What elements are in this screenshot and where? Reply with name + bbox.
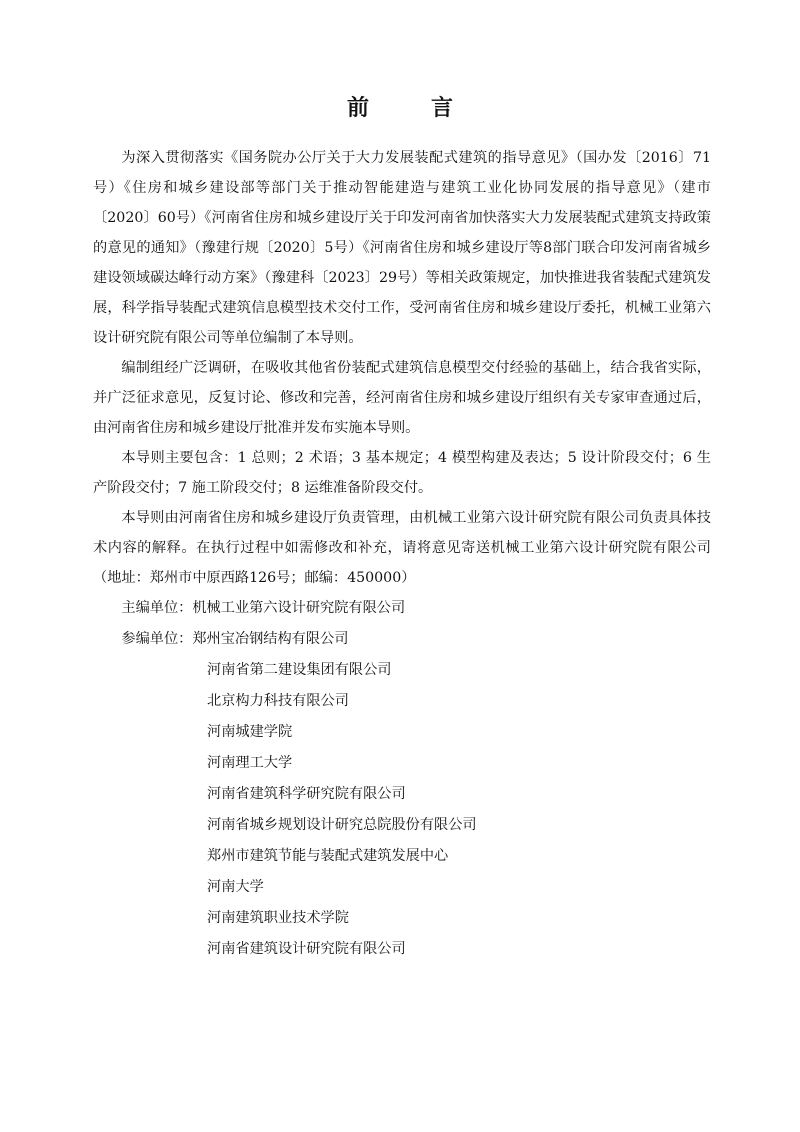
list-item: 河南省建筑科学研究院有限公司 <box>207 786 406 802</box>
paragraph-policy: 为深入贯彻落实《国务院办公厅关于大力发展装配式建筑的指导意见》（国办发〔2016〕71号）《住房和城乡建设部等部门关于推动智能建造与建筑工业化协同发展的指导意见》（建市〔2020〕60号）《河南省住房和城乡建设厅关于印发河南省加快落实大力发展装配式建筑支持政策的意见的通知》（豫建行规〔2020〕5号）《河南省住房和城乡建设厅等8部门联合印发河南省城乡建设领域碳达峰行动方案》（豫建科〔2023〕29号）等相关政策规定，加快推进我省装配式建筑发展，科学指导装配式建筑信息模型技术交付工作，受河南省住房和城乡建设厅委托，机械工业第六设计研究院有限公司等单位编制了本导则。 <box>93 150 711 346</box>
list-item: 河南城建学院 <box>207 724 293 740</box>
list-item: 河南省城乡规划设计研究总院股份有限公司 <box>207 817 477 833</box>
participating-unit-first: 郑州宝冶钢结构有限公司 <box>192 631 349 647</box>
list-item: 河南省建筑设计研究院有限公司 <box>207 941 406 957</box>
participating-label: 参编单位： <box>121 631 193 647</box>
chief-unit: 主编单位：机械工业第六设计研究院有限公司 <box>121 600 406 616</box>
list-item: 北京构力科技有限公司 <box>207 693 349 709</box>
list-item: 河南理工大学 <box>207 755 293 771</box>
list-item: 河南省第二建设集团有限公司 <box>207 662 392 678</box>
paragraph-contents: 本导则主要包含：1 总则；2 术语；3 基本规定；4 模型构建及表达；5 设计阶段交付；6 生产阶段交付；7 施工阶段交付；8 运维准备阶段交付。 <box>93 450 711 496</box>
list-item: 河南大学 <box>207 879 264 895</box>
paragraph-compilation: 编制组经广泛调研，在吸收其他省份装配式建筑信息模型交付经验的基础上，结合我省实际，并广泛征求意见，反复讨论、修改和完善，经河南省住房和城乡建设厅组织有关专家审查通过后，由河南省住房和城乡建设厅批准并发布实施本导则。 <box>93 360 711 436</box>
list-item: 河南建筑职业技术学院 <box>207 910 349 926</box>
page-title: 前 言 <box>346 96 473 121</box>
paragraph-management: 本导则由河南省住房和城乡建设厅负责管理，由机械工业第六设计研究院有限公司负责具体技术内容的解释。在执行过程中如需修改和补充，请将意见寄送机械工业第六设计研究院有限公司（地址：郑州市中原西路126号；邮编：450000） <box>93 510 711 586</box>
participating-units-block <box>93 624 711 655</box>
preface-body <box>93 143 711 965</box>
list-item: 郑州市建筑节能与装配式建筑发展中心 <box>207 848 449 864</box>
participating-units-list <box>93 655 711 965</box>
